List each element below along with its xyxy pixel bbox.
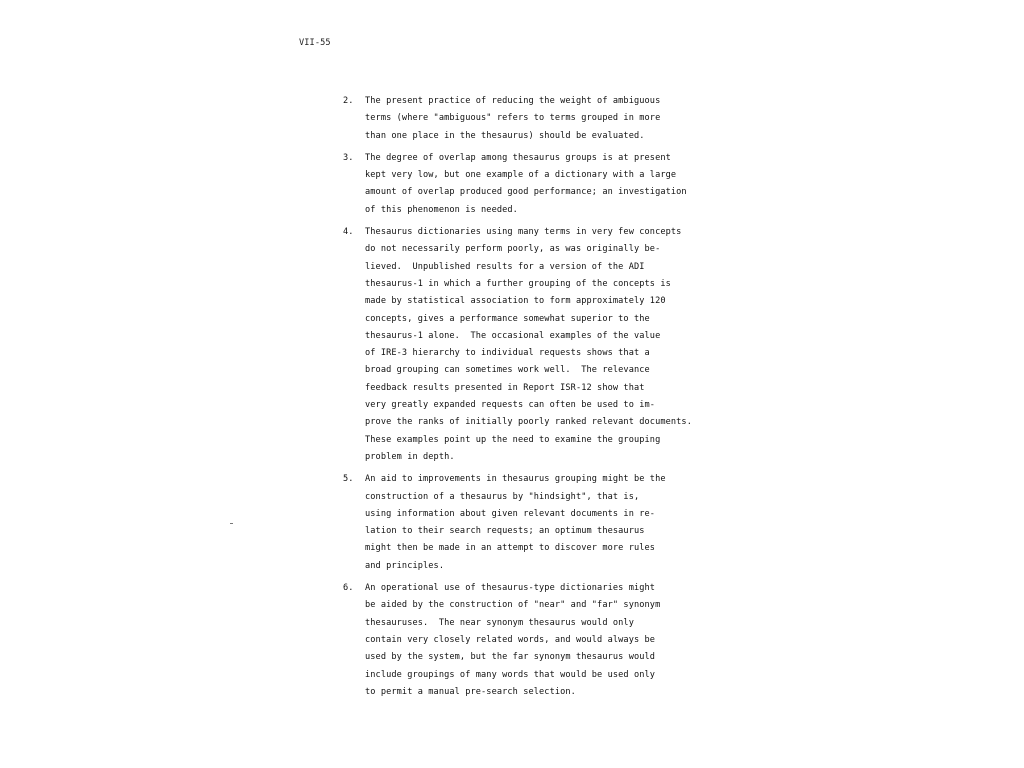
text-line: The degree of overlap among thesaurus groups is at present: [365, 152, 671, 163]
list-item: [343, 580, 723, 701]
text-line: using information about given relevant documents in re-: [365, 508, 656, 519]
text-line: used by the system, but the far synonym thesaurus would: [365, 652, 656, 663]
text-line: to permit a manual pre-search selection.: [365, 686, 576, 697]
text-line: problem in depth.: [365, 451, 455, 462]
text-line: contain very closely related words, and would always be: [365, 634, 656, 645]
text-line: of IRE-3 hierarchy to individual requests shows that a: [365, 348, 650, 359]
text-line: thesaurus-1 alone. The occasional examples of the value: [365, 330, 661, 341]
text-line: The present practice of reducing the weight of ambiguous: [365, 96, 661, 106]
text-line: terms (where "ambiguous" refers to terms grouped in more: [365, 113, 661, 124]
text-line: These examples point up the need to examine the grouping: [365, 434, 661, 445]
text-line: prove the ranks of initially poorly ranked relevant documents.: [365, 417, 692, 428]
text-line: might then be made in an attempt to discover more rules: [365, 543, 656, 554]
text-line: than one place in the thesaurus) should be evaluated.: [365, 130, 645, 141]
list-item: [343, 93, 723, 145]
page-number: VII-55: [299, 38, 331, 48]
item-number: 5.: [343, 474, 354, 485]
item-number: 3.: [343, 152, 354, 163]
text-line: concepts, gives a performance somewhat superior to the: [365, 313, 650, 324]
text-line: lation to their search requests; an optimum thesaurus: [365, 526, 645, 537]
text-line: kept very low, but one example of a dictionary with a large: [365, 170, 677, 181]
text-line: made by statistical association to form approximately 120: [365, 296, 666, 307]
text-line: An operational use of thesaurus-type dictionaries might: [365, 583, 656, 594]
item-text: [365, 150, 723, 219]
text-line: feedback results presented in Report ISR-12 show that: [365, 382, 645, 393]
text-line: be aided by the construction of "near" and "far" synonym: [365, 600, 661, 611]
list-item: [343, 471, 723, 575]
item-number: 2.: [343, 96, 354, 106]
list-item: [343, 150, 723, 219]
item-number: 6.: [343, 583, 354, 594]
text-line: thesaurus-1 in which a further grouping of the concepts is: [365, 278, 671, 289]
item-number: 4.: [343, 227, 354, 238]
text-line: thesauruses. The near synonym thesaurus would only: [365, 617, 634, 628]
text-line: lieved. Unpublished results for a version of the ADI: [365, 261, 645, 272]
numbered-list: [343, 93, 723, 701]
text-line: Thesaurus dictionaries using many terms in very few concepts: [365, 227, 682, 238]
text-line: and principles.: [365, 560, 445, 571]
item-text: [365, 580, 723, 701]
text-line: amount of overlap produced good performance; an investigation: [365, 187, 687, 198]
text-line: include groupings of many words that would be used only: [365, 669, 656, 680]
item-text: [365, 93, 723, 145]
list-item: [343, 224, 723, 466]
scan-speck: [230, 523, 233, 524]
item-text: [365, 471, 723, 575]
text-line: construction of a thesaurus by "hindsight", that is,: [365, 491, 640, 502]
text-line: do not necessarily perform poorly, as was originally be-: [365, 244, 661, 255]
item-text: [365, 224, 723, 466]
text-line: An aid to improvements in thesaurus grouping might be the: [365, 474, 666, 485]
text-line: of this phenomenon is needed.: [365, 204, 518, 215]
text-line: broad grouping can sometimes work well. The relevance: [365, 365, 650, 376]
text-line: very greatly expanded requests can often be used to im-: [365, 400, 656, 411]
